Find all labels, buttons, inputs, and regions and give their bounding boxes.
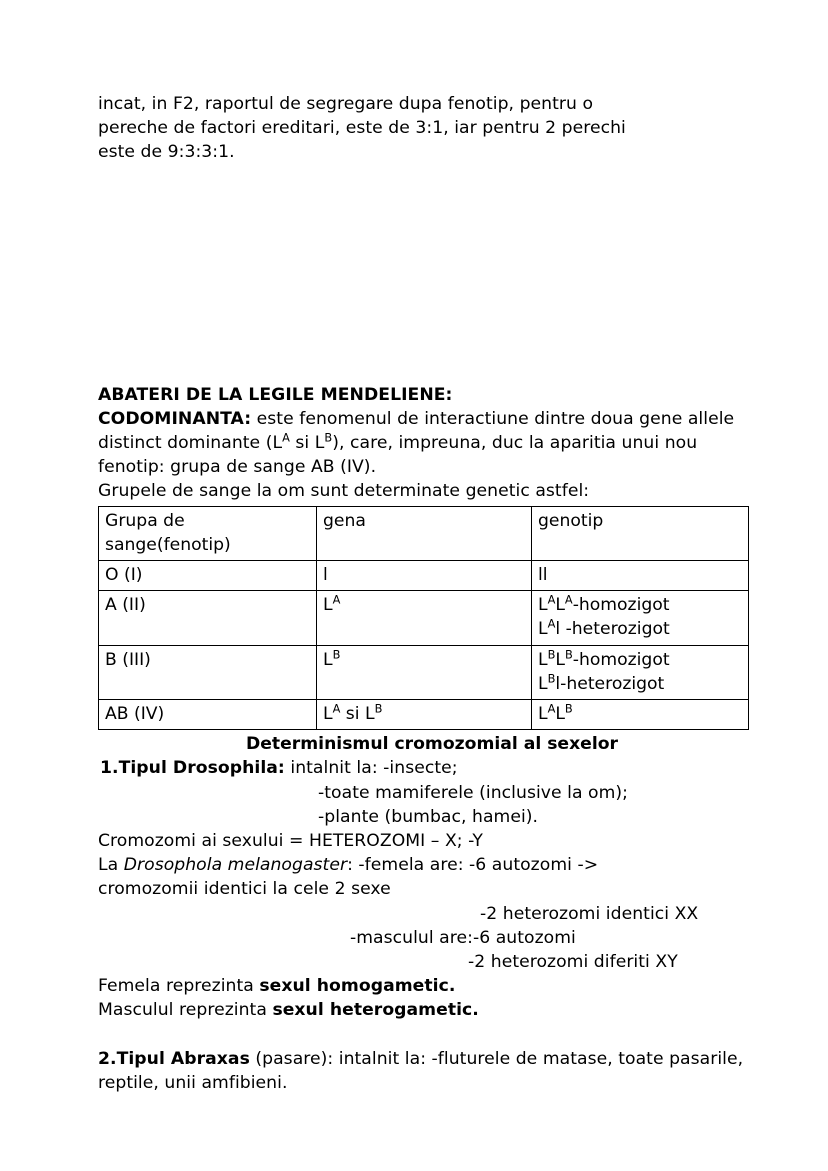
codominanta-label: CODOMINANTA: xyxy=(98,408,252,429)
genotype-b-heterozigot xyxy=(538,672,748,696)
tipul-abraxas-label: 2.Tipul Abraxas xyxy=(98,1048,250,1069)
gene-ab-a: L xyxy=(323,704,333,725)
g2-tail: l -heterozigot xyxy=(555,619,670,640)
table-row xyxy=(99,700,749,730)
paragraph-f2-line-3: este de 9:3:3:1. xyxy=(98,142,235,163)
table-row xyxy=(99,591,749,645)
table-row xyxy=(99,561,749,591)
line-heterozomi-xx: -2 heterozomi identici XX xyxy=(480,903,699,924)
line-drosophola-species xyxy=(98,853,746,877)
line-cromozomi-sexului: Cromozomi ai sexului = HETEROZOMI – X; -Y xyxy=(98,831,483,852)
tipul-drosophila-label: 1.Tipul Drosophila: xyxy=(100,758,285,779)
blood-groups-table xyxy=(98,506,749,731)
header-phenotype-line-2: sange(fenotip) xyxy=(105,534,231,555)
g1b-sup: A xyxy=(564,592,573,607)
codominanta-sup-b: B xyxy=(324,430,333,445)
gene-b-base: L xyxy=(323,649,333,670)
codominanta-sup-a: A xyxy=(282,430,290,445)
cell-phenotype-ab: AB (IV) xyxy=(99,700,317,730)
g1b: L xyxy=(555,595,565,616)
masculul-bold: sexul heterogametic. xyxy=(272,1000,479,1021)
la-suffix: : -femela are: -6 autozomi -> xyxy=(347,855,599,876)
line-heterozomi-xy: -2 heterozomi diferiti XY xyxy=(468,952,678,973)
paragraph-tipul-drosophila xyxy=(98,756,746,780)
table-intro-line: Grupele de sange la om sunt determinate genetic astfel: xyxy=(98,481,590,502)
femela-bold: sexul homogametic. xyxy=(259,976,456,997)
geno-ab-sup-a: A xyxy=(547,701,556,716)
cell-phenotype-b: B (III) xyxy=(99,645,317,699)
paragraph-f2-segregation xyxy=(98,92,746,165)
blank-separator xyxy=(98,1023,746,1047)
g2a: L xyxy=(538,619,548,640)
tipul-drosophila-sub-1: -toate mamiferele (inclusive la om); xyxy=(318,782,629,803)
line-masculul-autozomi: -masculul are:-6 autozomi xyxy=(350,927,576,948)
masculul-prefix: Masculul reprezinta xyxy=(98,1000,273,1021)
table-header-row xyxy=(99,506,749,560)
gb1a: L xyxy=(538,649,548,670)
paragraph-tipul-abraxas xyxy=(98,1047,746,1095)
gb2-tail: l-heterozigot xyxy=(555,673,665,694)
geno-ab-a: L xyxy=(538,704,548,725)
paragraph-f2-line-2: pereche de factori ereditari, este de 3:1, iar pentru 2 perechi xyxy=(98,118,626,139)
gene-b-sup: B xyxy=(332,646,341,661)
cell-genotype-b xyxy=(532,645,749,699)
codominanta-text-c: ), care, impreuna, duc la aparitia unui nou fenotip: grupa de sange AB (IV). xyxy=(98,433,698,478)
codominanta-text-b: si L xyxy=(289,433,325,454)
cell-gene-ab xyxy=(317,700,532,730)
species-name-italic: Drosophola melanogaster xyxy=(123,855,348,876)
cell-gene-o: l xyxy=(317,561,532,591)
heading-abateri: ABATERI DE LA LEGILE MENDELIENE: xyxy=(98,384,453,405)
cell-genotype-o: ll xyxy=(532,561,749,591)
gene-a-sup: A xyxy=(332,592,341,607)
heading-determinism: Determinismul cromozomial al sexelor xyxy=(246,734,619,755)
table-header-cell-phenotype xyxy=(99,506,317,560)
geno-ab-sup-b: B xyxy=(564,701,573,716)
gene-ab-sup-b: B xyxy=(374,701,383,716)
gb1b-sup: B xyxy=(564,646,573,661)
tipul-drosophila-text: intalnit la: -insecte; xyxy=(284,758,458,779)
gene-ab-sup-a: A xyxy=(332,701,341,716)
genotype-b-homozigot xyxy=(538,648,748,672)
femela-prefix: Femela reprezinta xyxy=(98,976,260,997)
cell-phenotype-o: O (I) xyxy=(99,561,317,591)
table-row xyxy=(99,645,749,699)
header-phenotype-line-1: Grupa de xyxy=(105,510,185,531)
genotype-a-heterozigot xyxy=(538,617,748,641)
gb1-tail: -homozigot xyxy=(572,649,670,670)
gb2a: L xyxy=(538,673,548,694)
table-header-cell-gene: gena xyxy=(317,506,532,560)
paragraph-f2-line-1: incat, in F2, raportul de segregare dupa fenotip, pentru o xyxy=(98,94,594,114)
cell-gene-b xyxy=(317,645,532,699)
line-masculul-heterogametic xyxy=(98,998,746,1022)
tipul-drosophila-sub-2: -plante (bumbac, hamei). xyxy=(318,806,539,827)
table-header-cell-genotype: genotip xyxy=(532,506,749,560)
gene-ab-mid: si L xyxy=(340,704,375,725)
gb2a-sup: B xyxy=(547,671,556,686)
line-cromozomii-identici: cromozomii identici la cele 2 sexe xyxy=(98,879,391,900)
g1a: L xyxy=(538,595,548,616)
gb1a-sup: B xyxy=(547,646,556,661)
tipul-abraxas-text: (pasare): intalnit la: -fluturele de matase, toate pasarile, reptile, unii amfibieni. xyxy=(98,1048,744,1094)
cell-genotype-a xyxy=(532,591,749,645)
vertical-spacer xyxy=(98,165,746,383)
cell-genotype-ab xyxy=(532,700,749,730)
g2a-sup: A xyxy=(547,616,556,631)
geno-ab-b: L xyxy=(555,704,565,725)
paragraph-codominanta xyxy=(98,407,746,480)
document-content xyxy=(98,92,746,1095)
genotype-a-homozigot xyxy=(538,593,748,617)
cell-gene-a xyxy=(317,591,532,645)
codominanta-text-a: este fenomenul de interactiune dintre doua gene allele distinct dominante (L xyxy=(98,408,735,454)
gb1b: L xyxy=(555,649,565,670)
cell-phenotype-a: A (II) xyxy=(99,591,317,645)
g1-tail: -homozigot xyxy=(572,595,670,616)
line-femela-homogametic xyxy=(98,974,746,998)
la-prefix: La xyxy=(98,855,124,876)
gene-a-base: L xyxy=(323,595,333,616)
g1a-sup: A xyxy=(547,592,556,607)
